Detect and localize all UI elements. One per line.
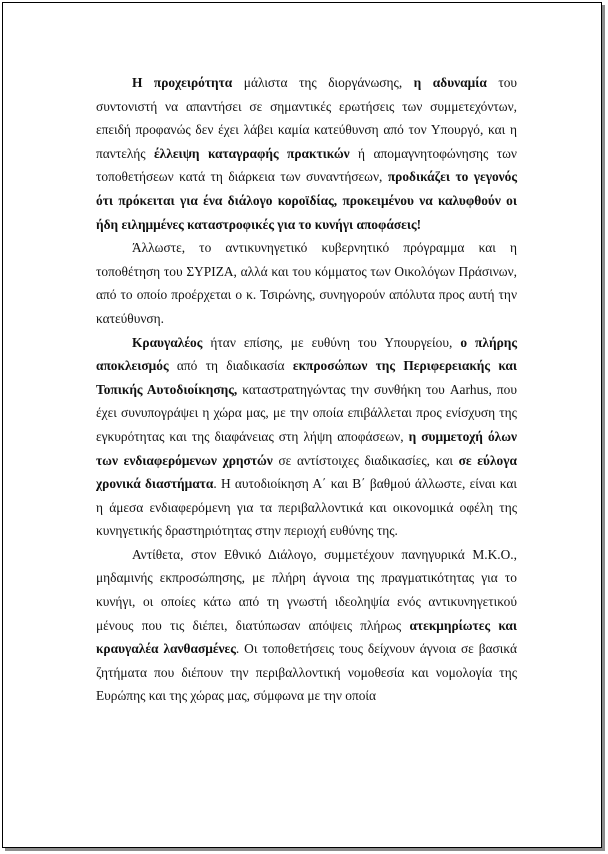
document-body — [96, 71, 517, 708]
text-run: η αδυναμία — [413, 75, 487, 90]
text-run: ατεκμηρίωτες και κραυγαλέα λανθασμένες — [96, 617, 517, 657]
text-run: καταστρατηγώντας την συνθήκη του Aarhus, που έχει συνυπογράψει η χώρα μας, με την οποία επιβάλλεται προς ενίσχυση της εγκυρότητας και της διαφάνειας στη λήψη αποφάσεων, — [96, 381, 517, 444]
text-run: εκπροσώπων της Περιφερειακής και Τοπικής Αυτοδιοίκησης, — [96, 358, 517, 397]
text-run: σε αντίστοιχες διαδικασίες, και — [272, 452, 459, 468]
text-run: η συμμετοχή όλων των ενδιαφερόμενων χρηστών — [96, 428, 517, 468]
text-run: . Η αυτοδιοίκηση Α΄ και Β΄ βαθμού άλλωστε, είναι και η άμεσα ενδιαφερόμενη για τα περιβαλλοντικά και οικονομικά οφέλη της κυνηγετικής δραστηριότητας στην περιοχή ευθύνης της. — [96, 476, 517, 539]
text-run: του συντονιστή να απαντήσει σε σημαντικές ερωτήσεις των συμμετεχόντων, επειδή προφανώς δεν έχει λάβει καμία κατεύθυνση από τον Υπουργό, και η παντελής — [96, 75, 518, 161]
document-page — [2, 2, 602, 848]
text-run: Αντίθετα, στον Εθνικό Διάλογο, συμμετέχουν πανηγυρικά Μ.Κ.Ο., μηδαμινής εκπροσώπησης, με πλήρη άγνοια της πραγματικότητας για το κυνήγι, οι οποίες κάτω από τη γνωστή ιδεοληψία ενός αντικυνηγετικού μένους που τις διέπει, διατύπωσαν απόψεις πλήρως — [96, 546, 517, 633]
paragraph-4 — [96, 543, 517, 708]
text-run: έλλειψη καταγραφής πρακτικών — [153, 145, 350, 161]
text-run: Άλλωστε, το αντικυνηγετικό κυβερνητικό πρόγραμμα και η τοποθέτηση του ΣΥΡΙΖΑ, αλλά και του κόμματος των Οικολόγων Πράσινων, από το οποίο προέρχεται ο κ. Τσιρώνης, συνηγορούν απόλυτα προς αυτή την κατεύθυνση. — [96, 240, 517, 326]
text-run: ήταν επίσης, με ευθύνη του Υπουργείου, — [202, 334, 461, 350]
paragraph-2 — [96, 236, 517, 330]
text-run: από τη διαδικασία — [168, 358, 293, 374]
paragraph-3 — [96, 331, 517, 543]
text-run: μάλιστα της διοργάνωσης, — [232, 75, 414, 90]
text-run: σε εύλογα χρονικά διαστήματα — [96, 452, 517, 492]
text-run: ο πλήρης αποκλεισμός — [96, 334, 517, 374]
text-run: Η προχειρότητα — [132, 75, 233, 90]
text-run: Κραυγαλέος — [132, 334, 203, 350]
text-run: προδικάζει το γεγονός ότι πρόκειται για ένα διάλογο κοροϊδίας, προκειμένου να καλυφθούν οι ήδη ειλημμένες καταστροφικές για το κυνήγι αποφάσεις! — [96, 169, 517, 232]
paragraph-1 — [96, 71, 517, 236]
text-run: ή απομαγνητοφώνησης των τοποθετήσεων κατά τη διάρκεια των συναντήσεων, — [96, 145, 517, 185]
text-run: . Οι τοποθετήσεις τους δείχνουν άγνοια σε βασικά ζητήματα που διέπουν την περιβαλλοντική νομοθεσία και νομολογία της Ευρώπης και της χώρας μας, σύμφωνα με την οποία — [96, 641, 517, 704]
